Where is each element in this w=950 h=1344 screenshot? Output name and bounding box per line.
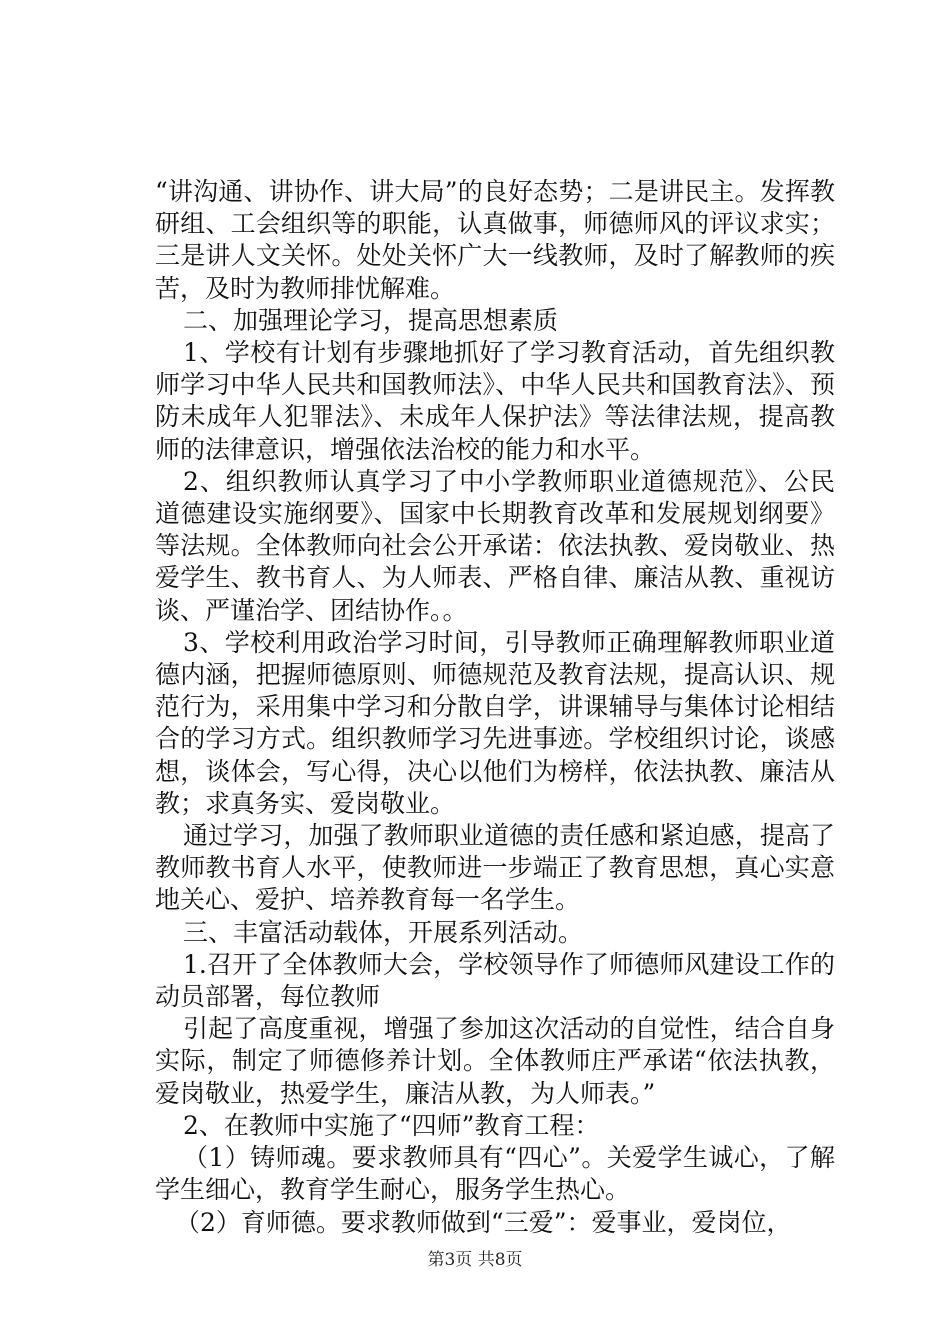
document-body xyxy=(155,176,835,1239)
paragraph-subitem-2: （2）育师德。要求教师做到“三爱”：爱事业，爱岗位， xyxy=(175,1207,792,1237)
paragraph-item-3: 3、学校利用政治学习时间，引导教师正确理解教师职业道德内涵，把握师德原则、师德规范及教育法规，提高认识、规范行为，采用集中学习和分散自学，讲课辅导与集体讨论相结合的学习方式。组织教师学习先进事迹。学校组织讨论，谈感想，谈体会，写心得，决心以他们为榜样，依法执教、廉洁从教；求真务实、爱岗敬业。 xyxy=(155,627,835,818)
paragraph-activity-2: 2、在教师中实施了“四师”教育工程： xyxy=(183,1110,600,1140)
section-heading-2: 二、加强理论学习，提高思想素质 xyxy=(183,305,559,335)
paragraph-continuation: “讲沟通、讲协作、讲大局”的良好态势；二是讲民主。发挥教研组、工会组织等的职能，认真做事，师德师风的评议求实；三是讲人文关怀。处处关怀广大一线教师，及时了解教师的疾苦，及时为教师排忧解难。 xyxy=(155,177,835,303)
paragraph-subitem-1: （1）铸师魂。要求教师具有“四心”。关爱学生诚心，了解学生细心，教育学生耐心，服务学生热心。 xyxy=(155,1143,835,1205)
paragraph-activity-1-continued: 引起了高度重视，增强了参加这次活动的自觉性，结合自身实际，制定了师德修养计划。全体教师庄严承诺“依法执教，爱岗敬业，热爱学生，廉洁从教，为人师表。” xyxy=(155,1014,835,1108)
paragraph-summary: 通过学习，加强了教师职业道德的责任感和紧迫感，提高了教师教书育人水平，使教师进一步端正了教育思想，真心实意地关心、爱护、培养教育每一名学生。 xyxy=(155,821,835,915)
section-heading-3: 三、丰富活动载体，开展系列活动。 xyxy=(183,917,584,947)
paragraph-item-2: 2、组织教师认真学习了中小学教师职业道德规范》、公民道德建设实施纲要》、国家中长期教育改革和发展规划纲要》等法规。全体教师向社会公开承诺：依法执教、爱岗敬业、热爱学生、教书育人、为人师表、严格自律、廉洁从教、重视访谈、严谨治学、团结协作。。 xyxy=(155,466,835,625)
paragraph-item-1: 1、学校有计划有步骤地抓好了学习教育活动，首先组织教师学习中华人民共和国教师法》、中华人民共和国教育法》、预防未成年人犯罪法》、未成年人保护法》等法律法规，提高教师的法律意识，增强依法治校的能力和水平。 xyxy=(155,338,835,464)
paragraph-activity-1: 1.召开了全体教师大会，学校领导作了师德师风建设工作的动员部署，每位教师 xyxy=(155,949,835,1012)
page-number-footer: 第3页 共8页 xyxy=(427,1250,523,1270)
